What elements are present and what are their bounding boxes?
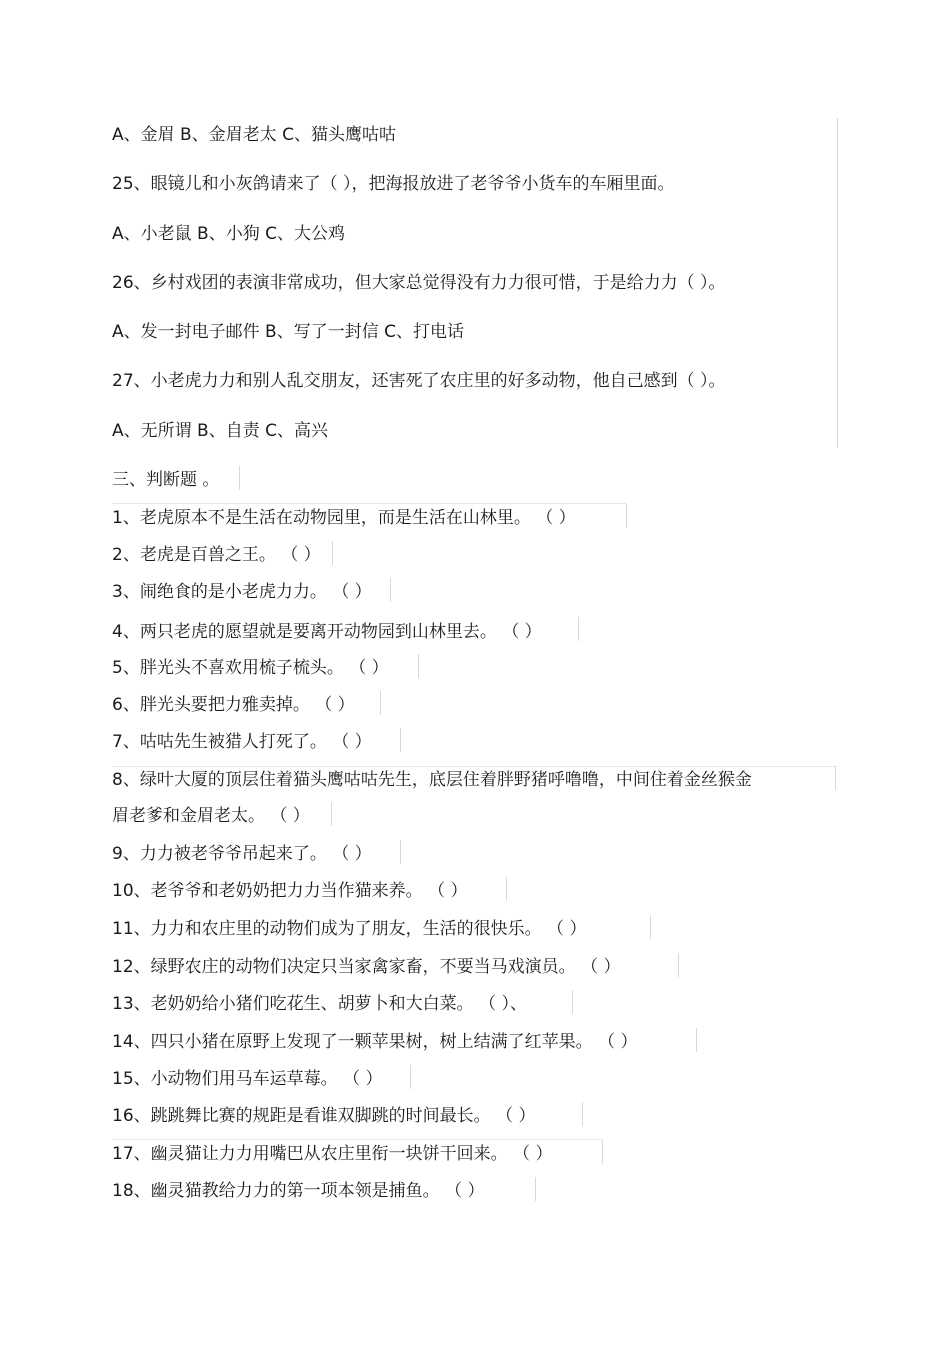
table-rule	[650, 915, 651, 939]
table-rule	[380, 691, 381, 715]
table-rule	[696, 1028, 697, 1052]
choice-options-26: A、发一封电子邮件 B、写了一封信 C、打电话	[112, 322, 464, 342]
table-rule	[626, 504, 627, 528]
choice-options-24: A、金眉 B、金眉老太 C、猫头鹰咕咕	[112, 125, 396, 145]
judge-item-6: 6、胖光头要把力雅卖掉。 （ ）	[112, 695, 355, 715]
judge-item-17: 17、幽灵猫让力力用嘴巴从农庄里衔一块饼干回来。 （ ）	[112, 1144, 553, 1164]
judge-item-3: 3、闹绝食的是小老虎力力。 （ ）	[112, 582, 372, 602]
table-rule	[578, 617, 579, 641]
judge-item-13: 13、老奶奶给小猪们吃花生、胡萝卜和大白菜。 （ ）、	[112, 994, 527, 1014]
judge-item-5: 5、胖光头不喜欢用梳子梳头。 （ ）	[112, 658, 389, 678]
section-heading-judge: 三、判断题 。	[112, 470, 220, 490]
table-rule	[582, 1102, 583, 1126]
table-rule	[331, 802, 332, 826]
table-rule	[410, 1065, 411, 1089]
judge-item-7: 7、咕咕先生被猎人打死了。 （ ）	[112, 732, 372, 752]
question-25: 25、眼镜儿和小灰鸽请来了（ ），把海报放进了老爷爷小货车的车厢里面。	[112, 174, 675, 194]
table-rule	[239, 466, 240, 490]
judge-item-1: 1、老虎原本不是生活在动物园里，而是生活在山林里。 （ ）	[112, 508, 576, 528]
table-rule	[535, 1177, 536, 1201]
question-27: 27、小老虎力力和别人乱交朋友，还害死了农庄里的好多动物，他自己感到（ ）。	[112, 371, 726, 391]
table-rule	[112, 503, 626, 504]
judge-item-8: 8、绿叶大厦的顶层住着猫头鹰咕咕先生，底层住着胖野猪呼噜噜，中间住着金丝猴金	[112, 770, 752, 790]
table-rule	[418, 654, 419, 678]
judge-item-16: 16、跳跳舞比赛的规距是看谁双脚跳的时间最长。 （ ）	[112, 1106, 536, 1126]
judge-item-15: 15、小动物们用马车运草莓。 （ ）	[112, 1069, 383, 1089]
table-rule	[112, 766, 835, 767]
judge-item-2: 2、老虎是百兽之王。 （ ）	[112, 545, 321, 565]
table-rule	[400, 840, 401, 864]
table-rule	[112, 1139, 602, 1140]
judge-item-18: 18、幽灵猫教给力力的第一项本领是捕鱼。 （ ）	[112, 1181, 485, 1201]
table-rule	[572, 990, 573, 1014]
table-rule	[602, 1140, 603, 1164]
table-rule	[678, 953, 679, 977]
judge-item-9: 9、力力被老爷爷吊起来了。 （ ）	[112, 844, 372, 864]
choice-options-25: A、小老鼠 B、小狗 C、大公鸡	[112, 224, 345, 244]
judge-item-8-cont: 眉老爹和金眉老太。 （ ）	[112, 806, 310, 826]
table-rule	[506, 877, 507, 901]
table-rule	[400, 728, 401, 752]
margin-rule	[837, 118, 838, 448]
judge-item-14: 14、四只小猪在原野上发现了一颗苹果树，树上结满了红苹果。 （ ）	[112, 1032, 638, 1052]
judge-item-12: 12、绿野农庄的动物们决定只当家禽家畜，不要当马戏演员。 （ ）	[112, 957, 621, 977]
judge-item-10: 10、老爷爷和老奶奶把力力当作猫来养。 （ ）	[112, 881, 468, 901]
judge-item-4: 4、两只老虎的愿望就是要离开动物园到山林里去。 （ ）	[112, 622, 542, 642]
judge-item-11: 11、力力和农庄里的动物们成为了朋友，生活的很快乐。 （ ）	[112, 919, 587, 939]
table-rule	[390, 578, 391, 602]
table-rule	[835, 766, 836, 790]
question-26: 26、乡村戏团的表演非常成功，但大家总觉得没有力力很可惜，于是给力力（ ）。	[112, 273, 726, 293]
table-rule	[332, 541, 333, 565]
choice-options-27: A、无所谓 B、自责 C、高兴	[112, 421, 328, 441]
